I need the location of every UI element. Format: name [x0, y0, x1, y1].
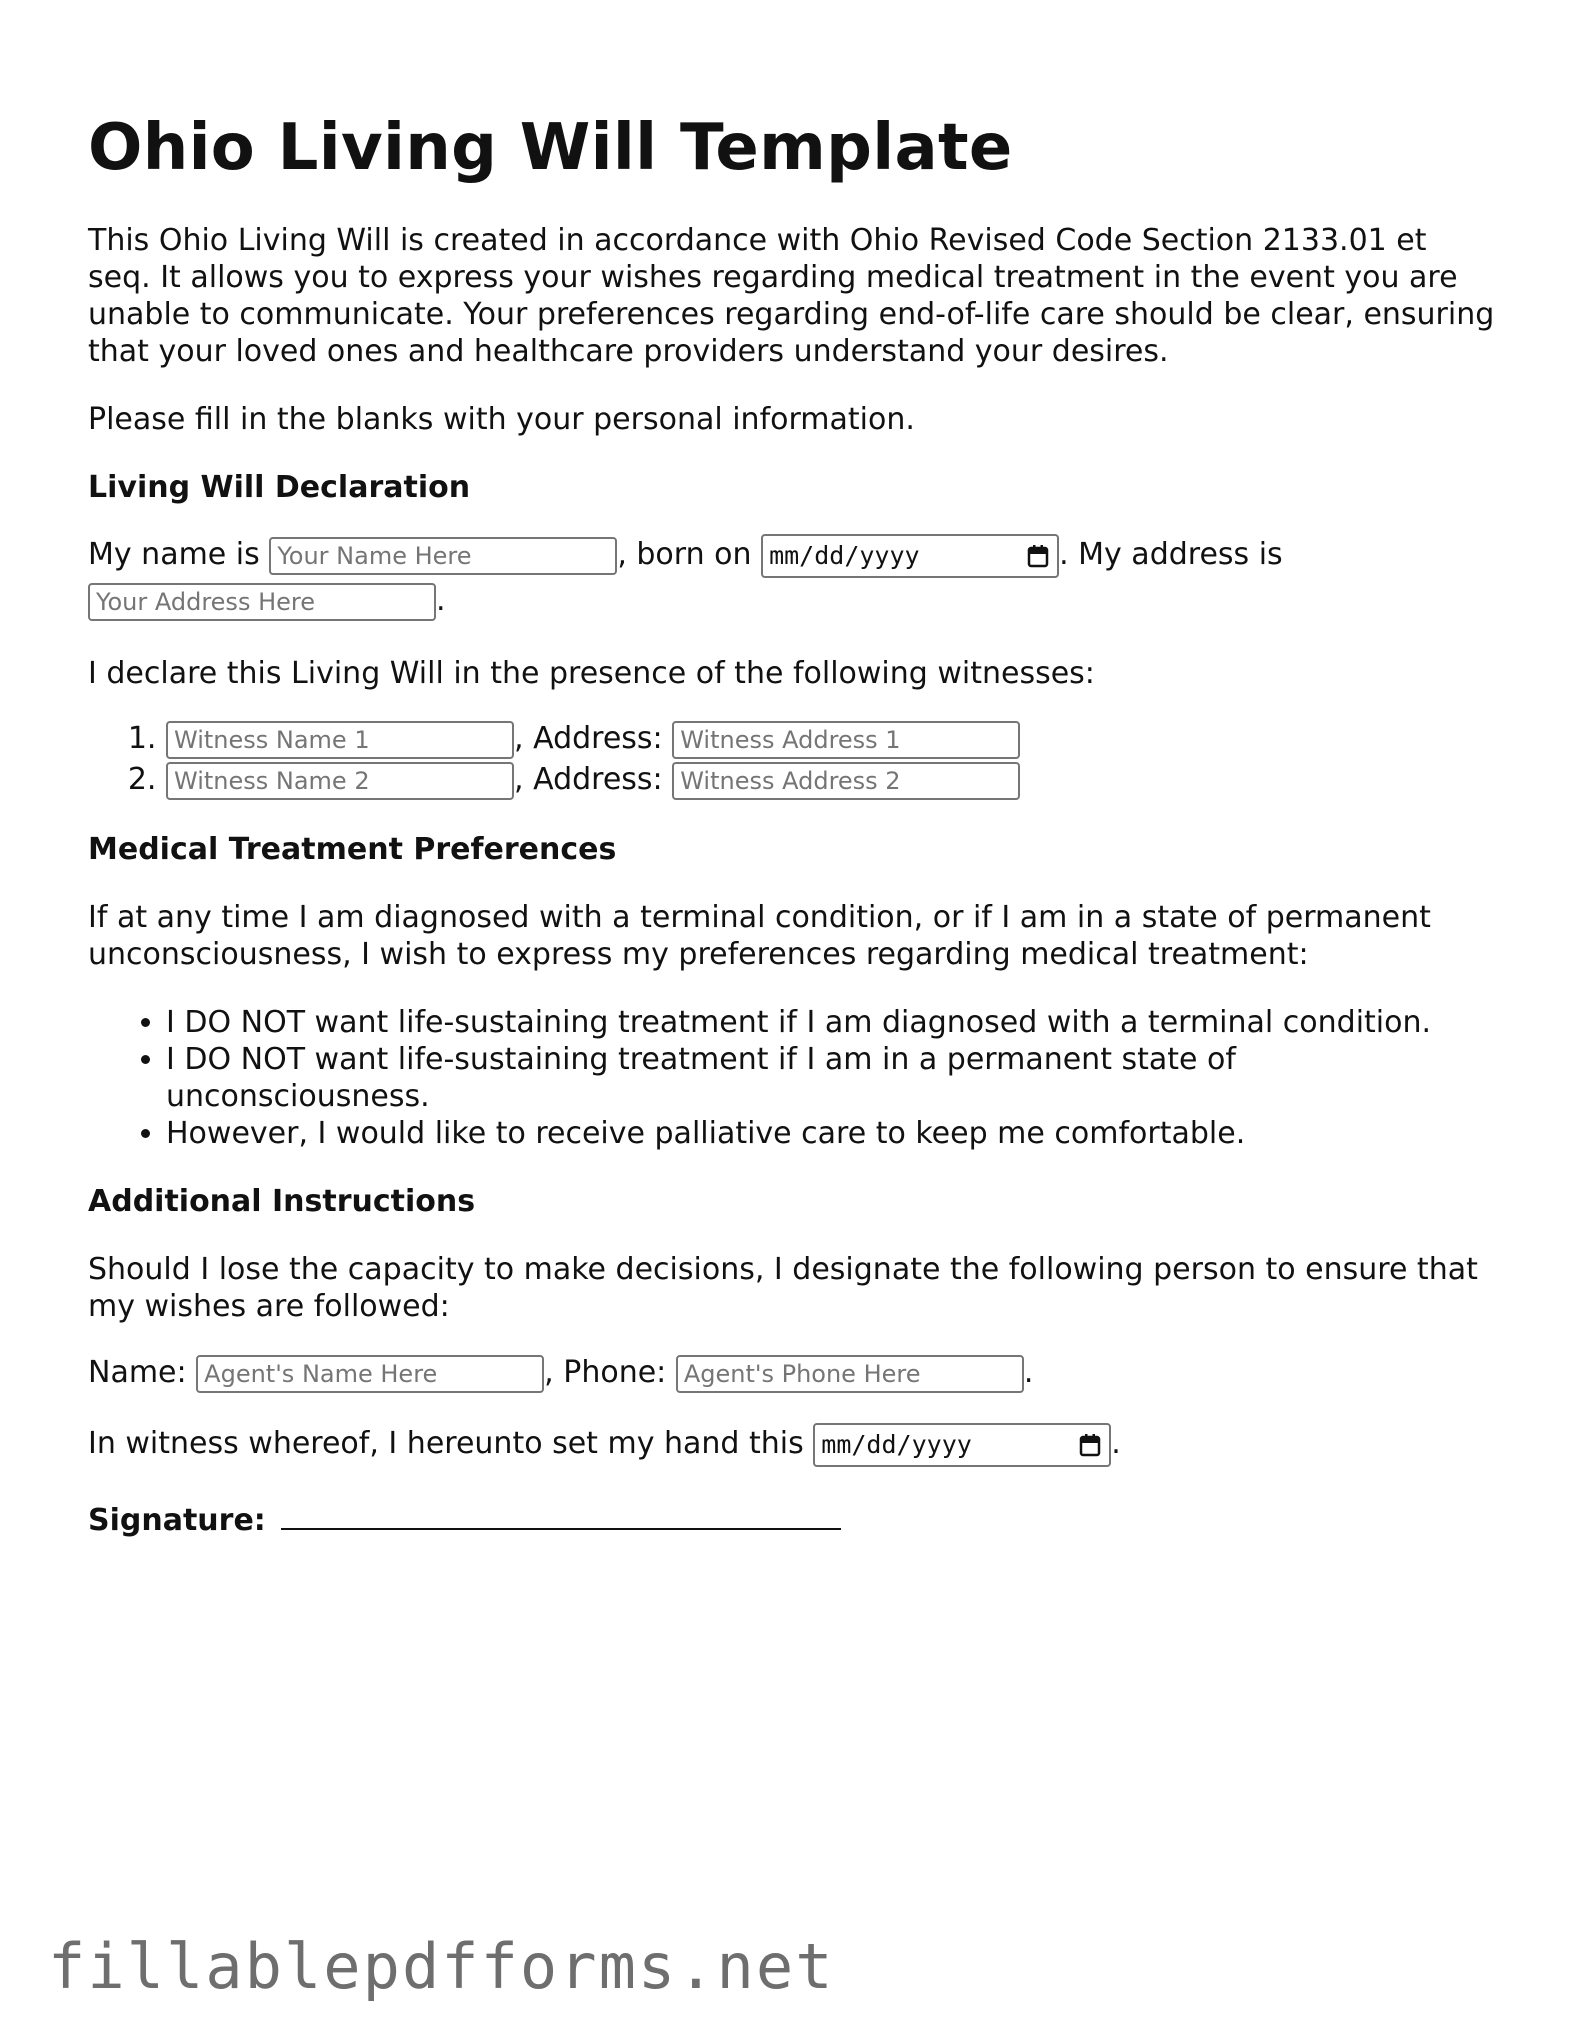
signature-blank[interactable] — [281, 1498, 841, 1530]
born-on-label: , born on — [617, 537, 752, 572]
signing-date-input[interactable] — [813, 1423, 1111, 1467]
medical-intro: If at any time I am diagnosed with a terminal condition, or if I am in a state of permanent unconsciousness, I wish to express my preferences regarding medical treatment: — [88, 900, 1431, 972]
declaration-line — [88, 532, 1498, 624]
name-prefix: My name is — [88, 537, 260, 572]
list-item: • However, I would like to receive palliative care to keep me comfortable. — [166, 1115, 1498, 1152]
signature-line — [88, 1498, 1498, 1539]
calendar-icon[interactable] — [1079, 1433, 1101, 1457]
agent-phone-input[interactable] — [676, 1355, 1024, 1393]
birth-date-input[interactable] — [761, 534, 1059, 578]
agent-phone-label: , Phone: — [544, 1355, 667, 1390]
agent-line — [88, 1351, 1498, 1395]
medical-heading: Medical Treatment Preferences — [88, 832, 617, 867]
signing-date-value: mm/dd/yyyy — [821, 1429, 972, 1459]
witness-address-1-input[interactable] — [672, 721, 1020, 759]
list-item: • I DO NOT want life-sustaining treatment if I am diagnosed with a terminal condition. — [166, 1004, 1498, 1041]
hand-period: . — [1111, 1426, 1121, 1461]
intro-paragraph: This Ohio Living Will is created in accordance with Ohio Revised Code Section 2133.01 et seq. It allows you to express your wishes regarding medical treatment in the event you are unable to communicate. Your preferences regarding end-of-life care should be clear, ensuring that your loved ones and healthcare providers understand your desires. — [88, 223, 1495, 369]
calendar-icon[interactable] — [1027, 544, 1049, 568]
agent-period: . — [1023, 1355, 1034, 1390]
agent-name-label: Name: — [88, 1355, 187, 1390]
witness-intro: I declare this Living Will in the presence of the following witnesses: — [88, 656, 1095, 691]
signature-label: Signature: — [88, 1503, 266, 1538]
witness-name-2-input[interactable] — [166, 762, 514, 800]
instruction-paragraph: Please fill in the blanks with your personal information. — [88, 402, 915, 437]
witness-list — [88, 718, 1498, 800]
name-input[interactable] — [269, 537, 617, 575]
additional-heading: Additional Instructions — [88, 1184, 476, 1219]
list-item — [166, 718, 1498, 759]
list-item — [166, 759, 1498, 800]
address-input[interactable] — [88, 583, 436, 621]
witness-address-label: , Address: — [514, 762, 663, 797]
list-item: • I DO NOT want life-sustaining treatment if I am in a permanent state of unconsciousness. — [166, 1041, 1498, 1115]
document-page — [88, 0, 1498, 1539]
witness-name-1-input[interactable] — [166, 721, 514, 759]
agent-name-input[interactable] — [196, 1355, 544, 1393]
declaration-heading: Living Will Declaration — [88, 470, 471, 505]
witness-address-label: , Address: — [514, 721, 663, 756]
watermark: fillablepdfforms.net — [48, 1930, 835, 2003]
address-period: . — [436, 583, 446, 618]
preferences-list — [88, 1004, 1498, 1152]
page-title: Ohio Living Will Template — [88, 111, 1013, 185]
birth-date-value: mm/dd/yyyy — [769, 540, 920, 570]
witness-whereof-text: In witness whereof, I hereunto set my hand this — [88, 1426, 804, 1461]
address-is-label: . My address is — [1059, 537, 1283, 572]
additional-intro: Should I lose the capacity to make decisions, I designate the following person to ensure that my wishes are followed: — [88, 1252, 1478, 1324]
witness-address-2-input[interactable] — [672, 762, 1020, 800]
witness-whereof-line — [88, 1421, 1498, 1467]
